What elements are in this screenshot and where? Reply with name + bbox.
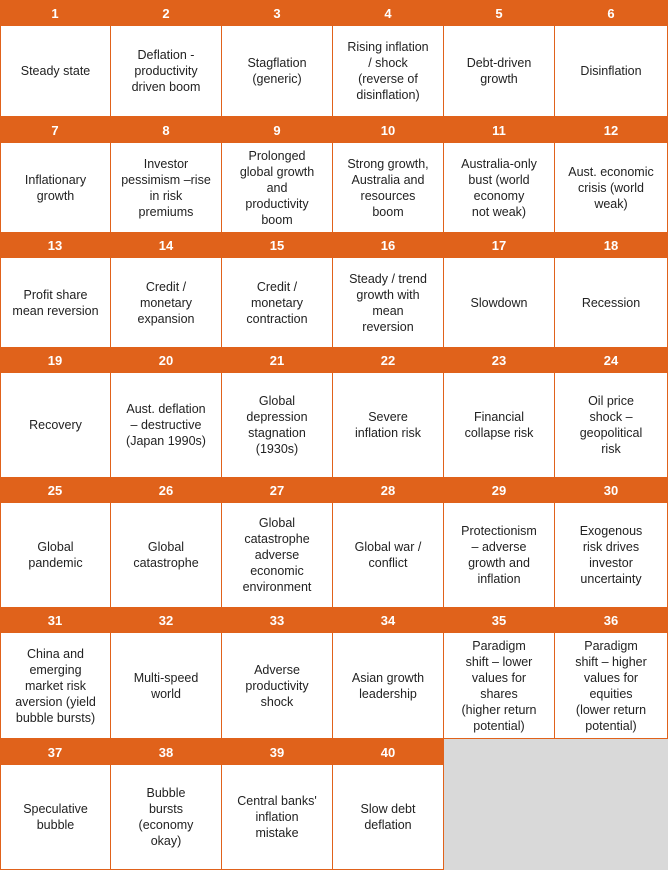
scenario-label: Global war / conflict xyxy=(354,540,422,570)
scenario-label: Global depression stagnation (1930s) xyxy=(246,394,308,456)
scenario-label: Disinflation xyxy=(580,64,642,78)
scenario-label: Steady state xyxy=(20,64,91,78)
scenario-label: Paradigm shift – lower values for shares (higher return potential) xyxy=(461,638,537,733)
empty-cell xyxy=(555,739,668,870)
scenario-cell xyxy=(222,373,333,478)
scenario-number: 39 xyxy=(222,739,333,765)
scenario-cell xyxy=(333,373,444,478)
scenario-cell xyxy=(444,503,555,608)
scenario-number: 4 xyxy=(333,0,444,26)
scenario-cell xyxy=(555,143,668,233)
scenario-cell xyxy=(333,258,444,348)
scenario-number: 29 xyxy=(444,478,555,503)
scenario-cell xyxy=(0,26,111,117)
scenario-number: 6 xyxy=(555,0,668,26)
scenario-number: 32 xyxy=(111,608,222,633)
scenario-cell xyxy=(555,373,668,478)
scenario-label: Debt-driven growth xyxy=(466,56,532,86)
scenario-cell xyxy=(555,503,668,608)
scenario-cell xyxy=(111,143,222,233)
scenario-number: 33 xyxy=(222,608,333,633)
scenario-label: China and emerging market risk aversion (yield bubble bursts) xyxy=(15,646,96,725)
scenario-cell xyxy=(333,633,444,739)
scenario-label: Protectionism – adverse growth and inflation xyxy=(461,524,537,586)
empty-cell xyxy=(444,739,555,870)
scenario-cell xyxy=(0,765,111,870)
scenario-number: 20 xyxy=(111,348,222,373)
scenario-cell xyxy=(444,633,555,739)
scenario-cell xyxy=(0,258,111,348)
scenario-label: Global pandemic xyxy=(28,540,83,570)
scenario-label: Aust. economic crisis (world weak) xyxy=(568,164,654,211)
scenario-cell xyxy=(444,26,555,117)
scenario-cell xyxy=(222,143,333,233)
scenario-label: Exogenous risk drives investor uncertainty xyxy=(579,524,643,586)
scenario-number: 30 xyxy=(555,478,668,503)
scenario-number: 25 xyxy=(0,478,111,503)
scenario-number: 40 xyxy=(333,739,444,765)
scenario-label: Bubble bursts (economy okay) xyxy=(138,786,194,848)
scenario-number: 35 xyxy=(444,608,555,633)
scenario-cell xyxy=(222,503,333,608)
scenario-number: 2 xyxy=(111,0,222,26)
scenario-label: Severe inflation risk xyxy=(355,410,421,440)
scenario-cell xyxy=(0,373,111,478)
scenario-number: 23 xyxy=(444,348,555,373)
scenario-cell xyxy=(222,765,333,870)
scenario-number: 34 xyxy=(333,608,444,633)
scenario-label: Paradigm shift – higher values for equities (lower return potential) xyxy=(575,638,647,733)
scenario-label: Slowdown xyxy=(470,295,528,310)
scenario-number: 28 xyxy=(333,478,444,503)
scenario-cell xyxy=(111,633,222,739)
scenario-number: 22 xyxy=(333,348,444,373)
scenario-number: 18 xyxy=(555,233,668,258)
scenario-label: Australia-only bust (world economy not weak) xyxy=(461,156,537,219)
scenario-label: Rising inflation / shock (reverse of disinflation) xyxy=(347,40,429,102)
scenario-cell xyxy=(555,26,668,117)
scenario-label: Aust. deflation – destructive (Japan 1990s) xyxy=(126,402,206,448)
scenario-cell xyxy=(0,633,111,739)
scenario-number: 36 xyxy=(555,608,668,633)
scenario-label: Speculative bubble xyxy=(23,802,88,832)
scenario-cell xyxy=(111,373,222,478)
scenario-cell xyxy=(222,633,333,739)
scenario-label: Asian growth leadership xyxy=(351,670,425,701)
scenario-label: Recovery xyxy=(29,418,82,432)
scenario-label: Financial collapse risk xyxy=(464,410,534,440)
scenario-label: Steady / trend growth with mean reversion xyxy=(349,271,427,334)
scenario-label: Inflationary growth xyxy=(24,172,87,203)
scenario-cell xyxy=(111,765,222,870)
scenario-cell xyxy=(0,143,111,233)
scenario-cell xyxy=(555,633,668,739)
scenario-label: Global catastrophe adverse economic environment xyxy=(242,516,312,594)
scenario-number: 9 xyxy=(222,117,333,143)
scenario-number: 12 xyxy=(555,117,668,143)
scenario-number: 17 xyxy=(444,233,555,258)
scenario-cell xyxy=(222,26,333,117)
scenario-label: Adverse productivity shock xyxy=(245,662,309,709)
scenario-label: Stagflation (generic) xyxy=(247,56,307,86)
scenario-label: Recession xyxy=(581,295,641,310)
scenario-cell xyxy=(111,26,222,117)
scenario-cell xyxy=(444,373,555,478)
scenario-number: 8 xyxy=(111,117,222,143)
scenario-number: 19 xyxy=(0,348,111,373)
scenario-label: Multi-speed world xyxy=(133,670,199,701)
scenario-number: 24 xyxy=(555,348,668,373)
scenario-cell xyxy=(0,503,111,608)
scenario-number: 10 xyxy=(333,117,444,143)
scenario-label: Strong growth, Australia and resources boom xyxy=(347,156,429,219)
scenario-number: 1 xyxy=(0,0,111,26)
scenario-cell xyxy=(444,143,555,233)
scenario-number: 16 xyxy=(333,233,444,258)
scenario-number: 21 xyxy=(222,348,333,373)
scenario-number: 15 xyxy=(222,233,333,258)
scenario-label: Deflation - productivity driven boom xyxy=(131,48,201,94)
scenario-number: 31 xyxy=(0,608,111,633)
scenario-cell xyxy=(444,258,555,348)
scenario-cell xyxy=(333,143,444,233)
scenario-label: Credit / monetary contraction xyxy=(246,279,308,326)
scenario-number: 27 xyxy=(222,478,333,503)
scenario-label: Slow debt deflation xyxy=(360,802,416,832)
scenario-number: 38 xyxy=(111,739,222,765)
scenario-number: 3 xyxy=(222,0,333,26)
scenario-number: 37 xyxy=(0,739,111,765)
scenario-label: Central banks' inflation mistake xyxy=(237,794,317,840)
scenario-label: Prolonged global growth and productivity boom xyxy=(239,148,315,227)
scenario-label: Credit / monetary expansion xyxy=(137,279,195,326)
scenario-cell xyxy=(333,503,444,608)
scenario-number: 11 xyxy=(444,117,555,143)
scenario-cell xyxy=(333,765,444,870)
scenario-number: 26 xyxy=(111,478,222,503)
scenario-label: Investor pessimism –rise in risk premiums xyxy=(121,156,211,219)
scenario-cell xyxy=(111,503,222,608)
scenario-number: 14 xyxy=(111,233,222,258)
scenario-cell xyxy=(333,26,444,117)
scenario-number: 13 xyxy=(0,233,111,258)
scenario-number: 7 xyxy=(0,117,111,143)
scenario-label: Profit share mean reversion xyxy=(12,287,99,318)
scenario-cell xyxy=(555,258,668,348)
scenario-number: 5 xyxy=(444,0,555,26)
scenario-cell xyxy=(111,258,222,348)
scenario-label: Oil price shock – geopolitical risk xyxy=(579,394,643,456)
scenario-cell xyxy=(222,258,333,348)
scenario-label: Global catastrophe xyxy=(133,540,199,570)
